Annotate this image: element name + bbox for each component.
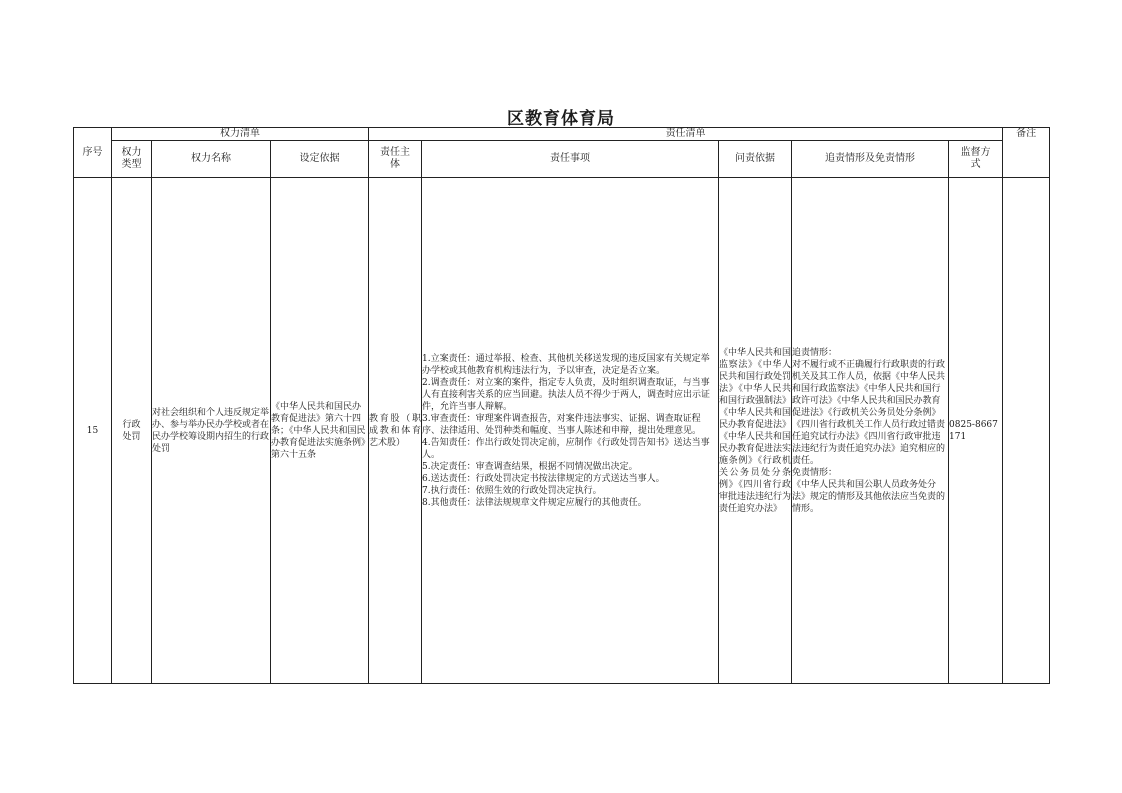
row-subject: 教育股（职成教和体育艺术股） bbox=[369, 178, 422, 684]
header-seq: 序号 bbox=[74, 128, 112, 178]
duty-item: 7.执行责任：依照生效的行政处罚决定执行。 bbox=[422, 485, 602, 496]
header-power-name: 权力名称 bbox=[152, 141, 271, 178]
header-duties: 责任事项 bbox=[422, 141, 719, 178]
header-group-power: 权力清单 bbox=[112, 128, 369, 141]
header-power-type: 权力类型 bbox=[112, 141, 152, 178]
pursuit-heading: 追责情形： bbox=[792, 347, 838, 358]
duty-item: 2.调查责任：对立案的案件，指定专人负责，及时组织调查取证，与当事人有直接利害关系的应当回避。执法人员不得少于两人，调查时应出示证件，允许当事人辩解。 bbox=[422, 377, 711, 412]
row-duties bbox=[422, 178, 719, 684]
row-power-type: 行政处罚 bbox=[112, 178, 152, 684]
header-supervision: 监督方式 bbox=[949, 141, 1003, 178]
header-subject: 责任主体 bbox=[369, 141, 422, 178]
pursuit-text: 对不履行或不正确履行行政职责的行政机关及其工作人员，依据《中华人民共和国行政监察法》《中华人民共和国行政许可法》《中华人民共和国民办教育促进法》《行政机关公务员处分条例》《四川省行政机关工作人员行政过错责任追究试行办法》《四川省行政审批违法违纪行为责任追究办法》追究相应的责任。 bbox=[792, 359, 946, 466]
header-remarks: 备注 bbox=[1003, 128, 1050, 178]
duty-item: 4.告知责任：作出行政处罚决定前，应制作《行政处罚告知书》送达当事人。 bbox=[422, 437, 710, 460]
header-accountability-basis: 问责依据 bbox=[719, 141, 792, 178]
row-seq: 15 bbox=[74, 178, 112, 684]
duty-item: 6.送达责任：行政处罚决定书按法律规定的方式送达当事人。 bbox=[422, 473, 665, 484]
exemption-text: 《中华人民共和国公职人员政务处分法》规定的情形及其他依法应当免责的情形。 bbox=[792, 479, 946, 514]
duty-item: 3.审查责任：审理案件调查报告，对案件违法事实、证据、调查取证程序、法律适用、处罚种类和幅度、当事人陈述和申辩，提出处理意见。 bbox=[422, 413, 702, 436]
duty-item: 8.其他责任：法律法规规章文件规定应履行的其他责任。 bbox=[422, 497, 647, 508]
page-title: 区教育体育局 bbox=[507, 109, 615, 129]
row-supervision: 0825-8667171 bbox=[949, 178, 1003, 684]
power-duty-table bbox=[73, 127, 1050, 684]
header-basis: 设定依据 bbox=[271, 141, 369, 178]
duty-item: 1.立案责任：通过举报、检查、其他机关移送发现的违反国家有关规定举办学校或其他教育机构违法行为，予以审查，决定是否立案。 bbox=[422, 353, 710, 376]
header-pursuit: 追责情形及免责情形 bbox=[792, 141, 949, 178]
header-group-duty: 责任清单 bbox=[369, 128, 1003, 141]
row-power-name: 对社会组织和个人违反规定举办、参与举办民办学校或者在民办学校筹设期内招生的行政处罚 bbox=[152, 178, 271, 684]
row-remarks bbox=[1003, 178, 1050, 684]
duty-item: 5.决定责任：审查调查结果，根据不同情况做出决定。 bbox=[422, 461, 638, 472]
row-basis: 《中华人民共和国民办教育促进法》第六十四条；《中华人民共和国民办教育促进法实施条例》第六十五条 bbox=[271, 178, 369, 684]
row-pursuit bbox=[792, 178, 949, 684]
exemption-heading: 免责情形： bbox=[792, 467, 838, 478]
row-accountability-basis: 《中华人民共和国监察法》《中华人民共和国行政处罚法》《中华人民共和国行政强制法》《中华人民共和国民办教育促进法》《中华人民共和国民办教育促进法实施条例》《行政机关公务员处分条例》《四川省行政审批违法违纪行为责任追究办法》 bbox=[719, 178, 792, 684]
